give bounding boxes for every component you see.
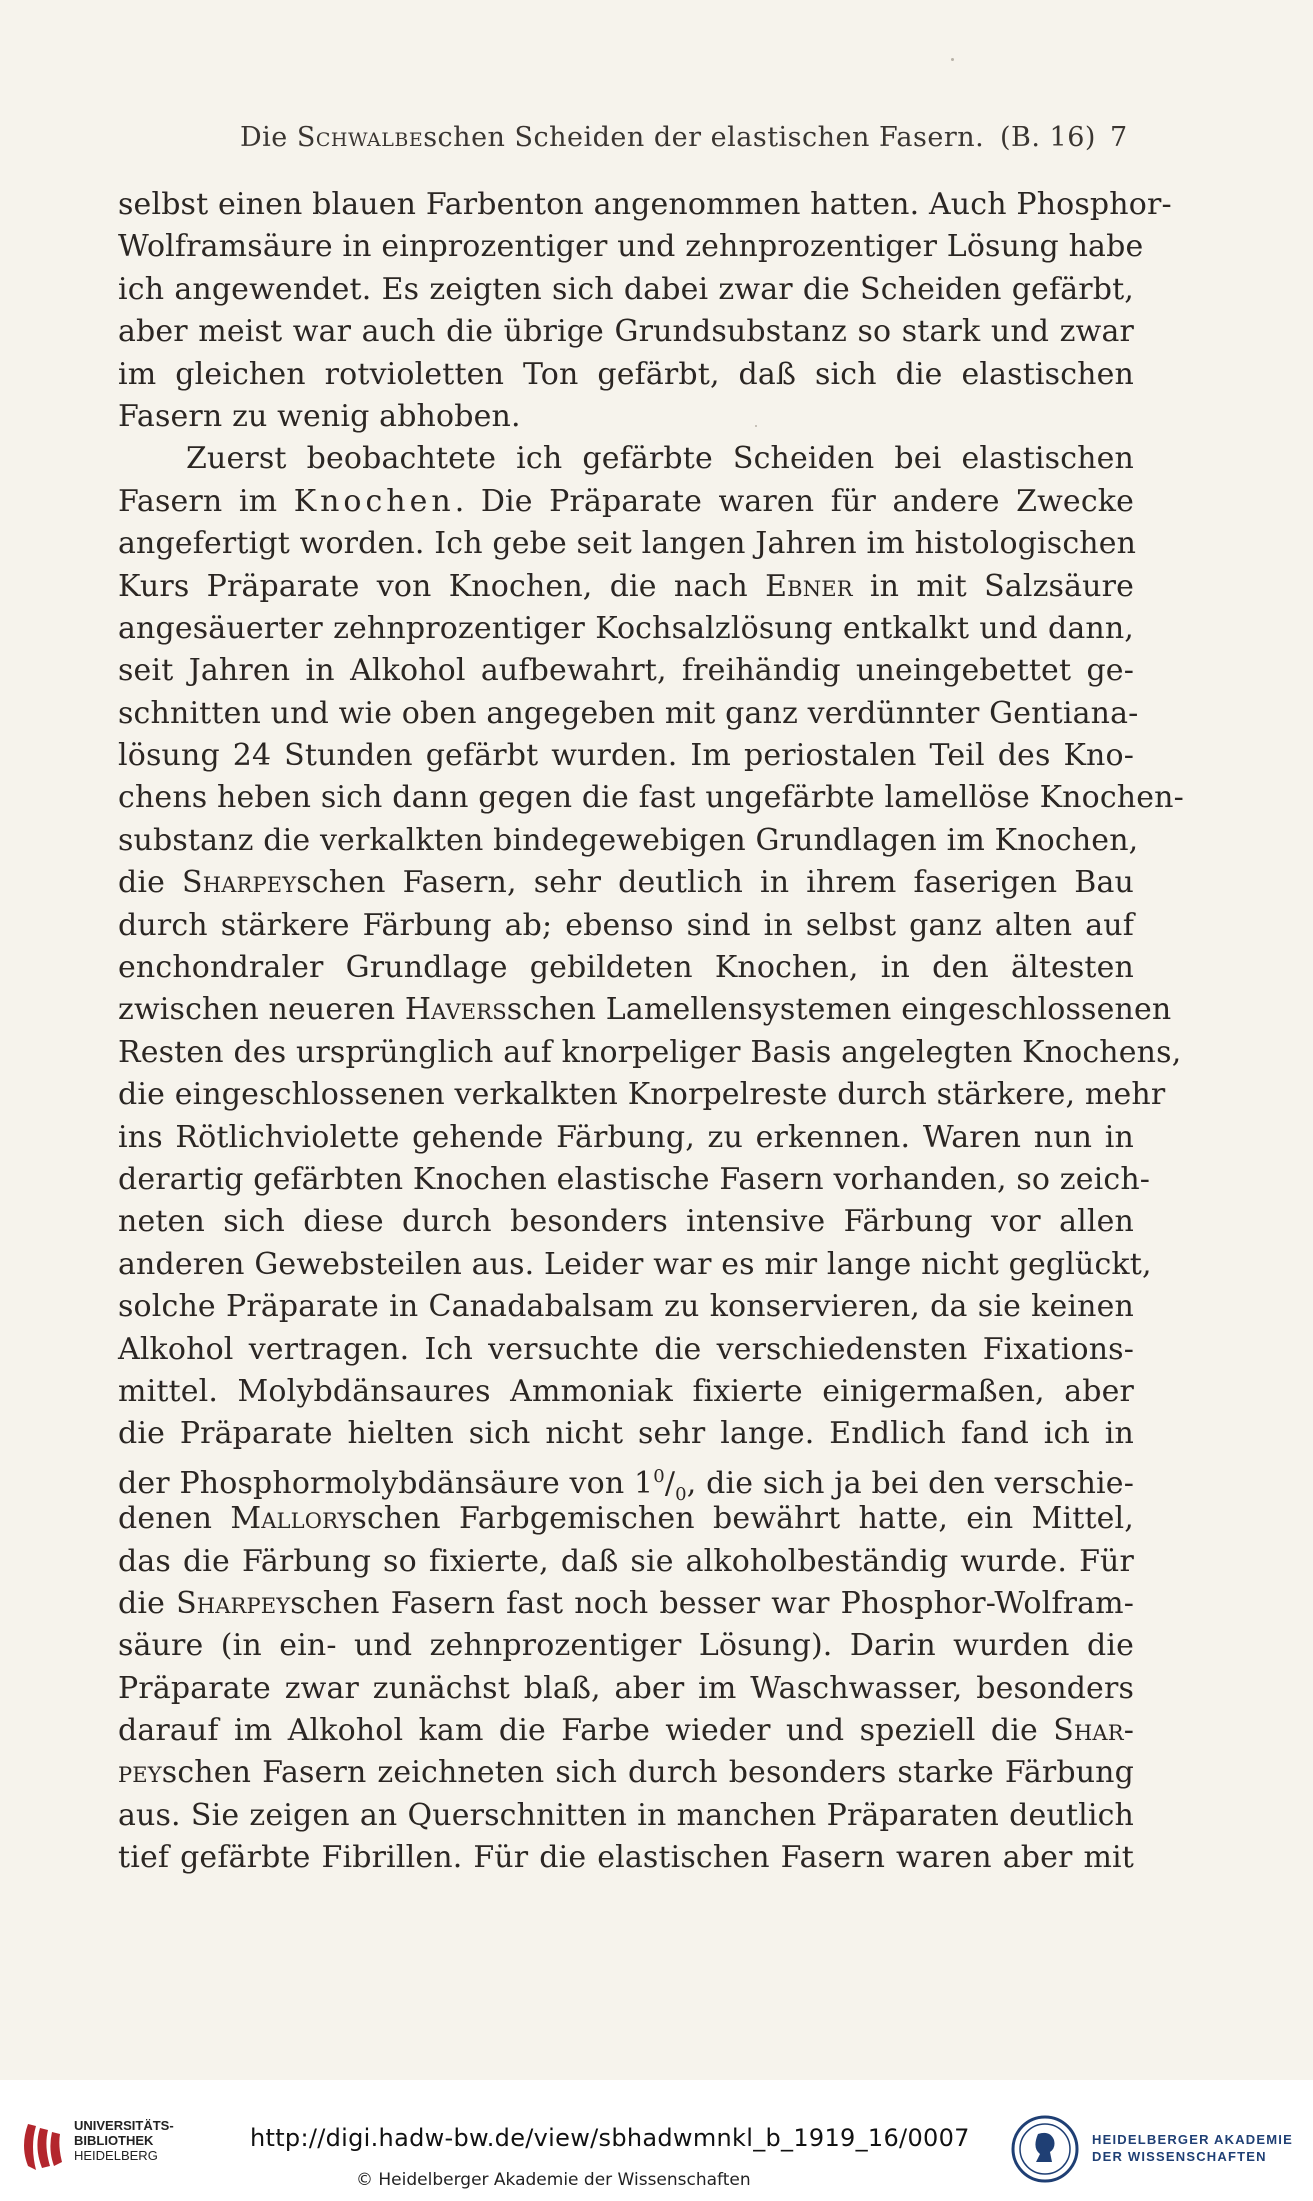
text-line: [118, 523, 1137, 565]
text-line: [118, 1710, 1134, 1752]
text-run-sc: pey: [118, 1755, 162, 1791]
text-run: die: [118, 1585, 177, 1621]
academy-line-1: HEIDELBERGER AKADEMIE: [1092, 2132, 1293, 2147]
text-line: [118, 1159, 1151, 1201]
text-line: [118, 184, 1172, 226]
academy-seal-icon: [1010, 2114, 1080, 2184]
text-run: schen Fasern zeichneten sich durch besonders starke Färbung: [161, 1755, 1134, 1791]
text-run-sc: Mallory: [230, 1501, 352, 1537]
text-run: darauf im Alkohol kam die Farbe wieder und speziell die: [118, 1713, 1054, 1749]
text-run: mittel. Molybdänsaures Ammoniak fixierte einigermaßen, aber: [118, 1373, 1134, 1409]
running-head: [240, 122, 1140, 153]
text-line: [118, 1498, 1134, 1540]
text-run: zwischen neueren: [118, 992, 405, 1028]
text-run: säure (in ein- und zehnprozentiger Lösung). Darin wurden die: [118, 1628, 1134, 1664]
text-run: schnitten und wie oben angegeben mit ganz verdünnter Gentiana-: [118, 695, 1139, 731]
university-library-name: [74, 2118, 174, 2163]
running-head-title-post: schen Scheiden der elastischen Fasern.: [423, 122, 985, 153]
text-run: derartig gefärbten Knochen elastische Fasern vorhanden, so zeich-: [118, 1161, 1151, 1197]
text-run-sub: 0: [675, 1483, 687, 1505]
academy-line-2: DER WISSENSCHAFTEN: [1092, 2149, 1267, 2164]
text-line: [118, 226, 1144, 268]
text-run: die: [118, 865, 183, 901]
text-line: [118, 1541, 1134, 1583]
text-run: selbst einen blauen Farbenton angenommen hatten. Auch Phosphor-: [118, 187, 1172, 222]
text-run: denen: [118, 1501, 231, 1537]
text-run: Fasern zu wenig abhoben.: [118, 398, 521, 434]
running-head-reference: (B. 16): [1000, 122, 1096, 153]
text-run: seit Jahren in Alkohol aufbewahrt, freihändig uneingebettet ge-: [118, 653, 1134, 689]
text-line: [118, 311, 1134, 353]
text-run: in mit Salzsäure: [852, 568, 1134, 604]
text-run: chens heben sich dann gegen die fast ungefärbte lamellöse Knochen-: [118, 780, 1184, 816]
library-line-2: BIBLIOTHEK: [74, 2133, 154, 2148]
text-run-sc: Havers: [404, 992, 507, 1028]
text-line: [118, 1371, 1134, 1413]
text-line: [118, 1583, 1134, 1625]
text-run: der Phosphormolybdänsäure von 1: [118, 1465, 654, 1501]
text-line: [118, 820, 1139, 862]
scan-speck: [951, 58, 954, 61]
text-run: Fasern im: [118, 483, 294, 519]
text-run: Resten des ursprünglich auf knorpeliger Basis angelegten Knochens,: [118, 1034, 1182, 1070]
page-number: 7: [1110, 122, 1128, 153]
text-line: [118, 1668, 1134, 1710]
text-run: substanz die verkalkten bindegewebigen Grundlagen im Knochen,: [118, 822, 1139, 858]
text-line: [118, 1201, 1134, 1243]
text-line: [118, 1625, 1134, 1667]
text-run: ins Rötlichviolette gehende Färbung, zu erkennen. Waren nun in: [118, 1119, 1134, 1155]
text-run: , die sich ja bei den verschie-: [686, 1465, 1134, 1501]
text-run: durch stärkere Färbung ab; ebenso sind in selbst ganz alten auf: [118, 907, 1134, 943]
document-url-link[interactable]: http://digi.hadw-bw.de/view/sbhadwmnkl_b_1919_16/0007: [250, 2124, 970, 2152]
footer-bar: [0, 2080, 1313, 2201]
text-run: anderen Gewebsteilen aus. Leider war es mir lange nicht geglückt,: [118, 1246, 1152, 1282]
text-run: lösung 24 Stunden gefärbt wurden. Im periostalen Teil des Kno-: [118, 738, 1134, 774]
text-line: [118, 1837, 1134, 1879]
text-line: [118, 354, 1134, 396]
text-run: angesäuerter zehnprozentiger Kochsalzlösung entkalkt und dann,: [118, 610, 1134, 646]
text-run: angefertigt worden. Ich gebe seit langen Jahren im histologischen: [118, 526, 1137, 562]
text-line: [118, 1032, 1182, 1074]
text-line: [118, 693, 1139, 735]
text-line: [118, 862, 1134, 904]
text-run: aus. Sie zeigen an Querschnitten in manchen Präparaten deutlich: [118, 1797, 1134, 1833]
text-run: Präparate zwar zunächst blaß, aber im Waschwasser, besonders: [118, 1670, 1134, 1706]
text-line: [118, 396, 1134, 438]
copyright-notice: © Heidelberger Akademie der Wissenschaften: [356, 2170, 751, 2190]
text-line: [118, 1456, 1134, 1505]
text-run: die eingeschlossenen verkalkten Knorpelreste durch stärkere, mehr: [118, 1077, 1166, 1113]
text-line: [118, 608, 1134, 650]
text-line: [118, 566, 1134, 608]
text-line: [118, 1074, 1166, 1116]
text-run: schen Fasern, sehr deutlich in ihrem faserigen Bau: [296, 865, 1134, 901]
text-run-sc: Ebner: [765, 568, 853, 604]
text-run: schen Farbgemischen bewährt hatte, ein Mittel,: [351, 1501, 1134, 1537]
body-text: [118, 184, 1184, 1880]
text-run-sup: 0: [653, 1465, 665, 1487]
text-run-sc: Shar-: [1053, 1713, 1134, 1749]
text-line: [118, 1413, 1134, 1455]
text-line: [118, 735, 1134, 777]
text-run: Alkohol vertragen. Ich versuchte die verschiedensten Fixations-: [118, 1331, 1134, 1367]
text-run: schen Lamellensystemen eingeschlossenen: [506, 992, 1172, 1028]
text-run: Zuerst beobachtete ich gefärbte Scheiden bei elastischen: [186, 441, 1134, 477]
library-line-1: UNIVERSITÄTS-: [74, 2118, 174, 2133]
text-line: [118, 269, 1134, 311]
text-run: /: [664, 1465, 676, 1501]
text-run-sp: Knochen: [293, 483, 455, 519]
text-run: tief gefärbte Fibrillen. Für die elastischen Fasern waren aber mit: [118, 1840, 1134, 1876]
text-line: [118, 1329, 1134, 1371]
text-line: [118, 1752, 1134, 1794]
text-run: neten sich diese durch besonders intensive Färbung vor allen: [118, 1204, 1134, 1240]
text-run: Kurs Präparate von Knochen, die nach: [118, 568, 766, 604]
text-run: enchondraler Grundlage gebildeten Knochen, in den ältesten: [118, 950, 1134, 986]
text-line: [118, 1117, 1134, 1159]
text-run-sc: Sharpey: [176, 1585, 291, 1621]
text-line: [118, 777, 1184, 819]
text-line: [118, 905, 1134, 947]
text-line: [118, 947, 1134, 989]
text-run-sc: Sharpey: [182, 865, 297, 901]
text-line: [118, 989, 1172, 1031]
text-run: aber meist war auch die übrige Grundsubstanz so stark und zwar: [118, 314, 1134, 350]
text-line: [118, 1795, 1134, 1837]
text-line: [118, 438, 1134, 480]
text-line: [118, 1286, 1134, 1328]
library-line-3: HEIDELBERG: [74, 2148, 158, 2163]
text-line: [118, 650, 1134, 692]
text-run: das die Färbung so fixierte, daß sie alkoholbeständig wurde. Für: [118, 1543, 1134, 1579]
text-line: [118, 1244, 1152, 1286]
text-run: Wolframsäure in einprozentiger und zehnprozentiger Lösung habe: [118, 229, 1144, 265]
academy-name: [1092, 2131, 1293, 2165]
text-run: . Die Präparate waren für andere Zwecke: [454, 483, 1135, 519]
running-head-title-pre: Die: [240, 122, 297, 153]
text-run: die Präparate hielten sich nicht sehr lange. Endlich fand ich in: [118, 1416, 1134, 1452]
text-run: solche Präparate in Canadabalsam zu konservieren, da sie keinen: [118, 1289, 1134, 1325]
running-head-title-smallcaps: Schwalbe: [296, 122, 424, 153]
text-run: ich angewendet. Es zeigten sich dabei zwar die Scheiden gefärbt,: [118, 271, 1134, 307]
text-run: schen Fasern fast noch besser war Phosphor-Wolfram-: [290, 1585, 1134, 1621]
text-run: im gleichen rotvioletten Ton gefärbt, daß sich die elastischen: [118, 356, 1134, 392]
scan-speck: [755, 425, 757, 427]
text-line: [118, 481, 1134, 523]
